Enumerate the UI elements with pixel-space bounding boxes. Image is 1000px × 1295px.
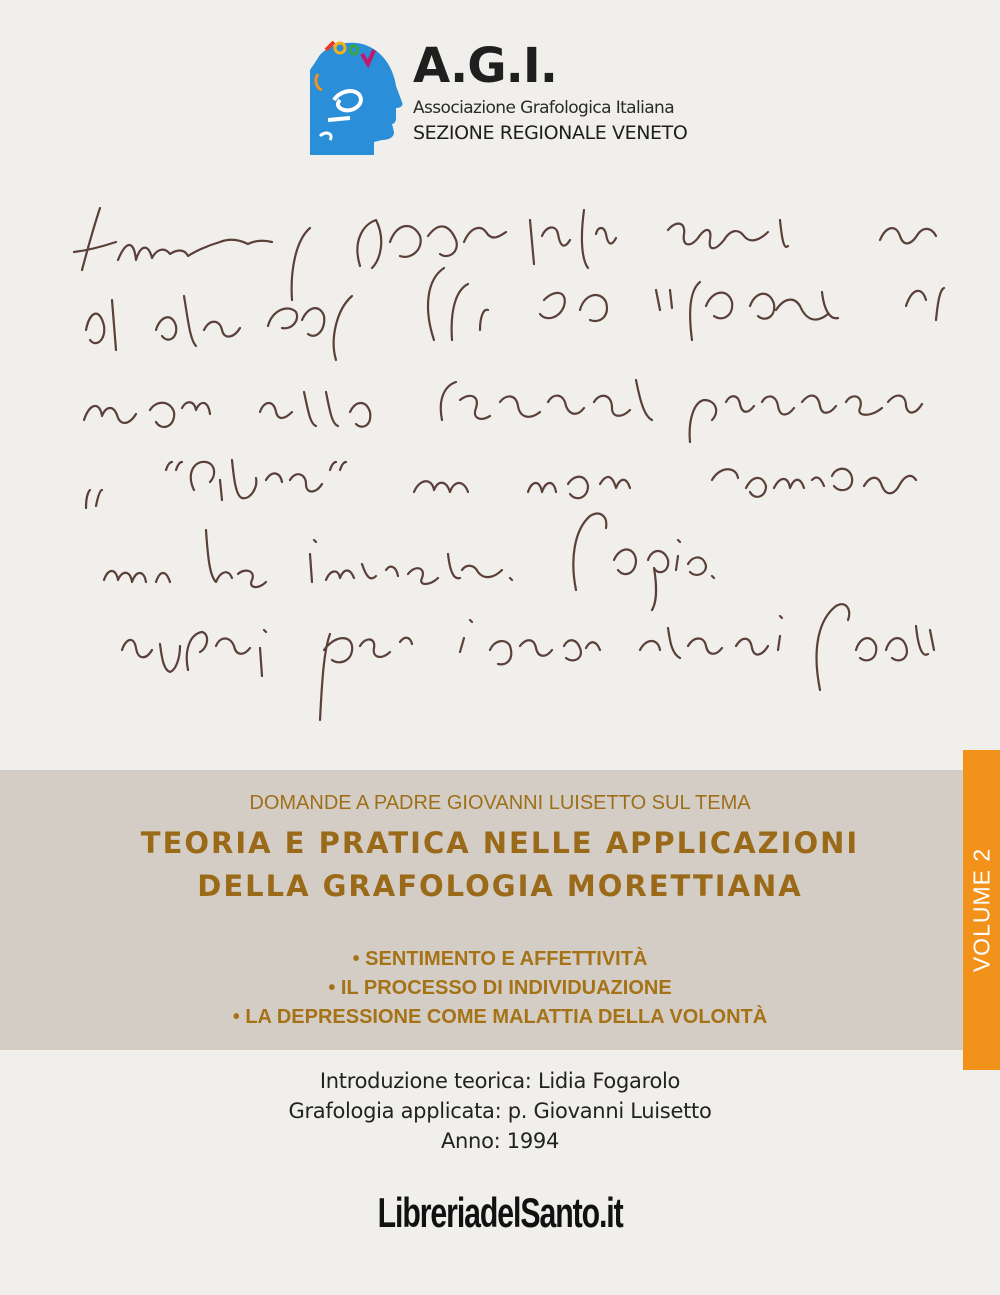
logo-name: A.G.I. [413, 38, 557, 94]
logo-subtitle: Associazione Grafologica Italiana [413, 98, 675, 118]
credit-introduction: Introduzione teorica: Lidia Fogarolo [319, 1069, 681, 1093]
volume-tab [963, 750, 1000, 1070]
region-label: SEZIONE REGIONALE VENETO [413, 122, 688, 144]
publisher-logo [0, 1189, 1000, 1236]
credit-applied-graphology: Grafologia applicata: p. Giovanni Luisetto [288, 1099, 712, 1123]
book-title-line-1: TEORIA E PRATICA NELLE APPLICAZIONI [140, 826, 860, 860]
topic-list [0, 945, 1000, 1032]
topic-item: • IL PROCESSO DI INDIVIDUAZIONE [0, 974, 1000, 1003]
book-title-line-2: DELLA GRAFOLOGIA MORETTIANA [197, 869, 803, 903]
topic-item: • LA DEPRESSIONE COME MALATTIA DELLA VOLONTÀ [0, 1003, 1000, 1032]
agi-logo [310, 40, 730, 155]
agi-head-logo-icon [310, 40, 405, 155]
credits [0, 1066, 1000, 1156]
publisher-name: LibreriadelSanto.it [377, 1189, 623, 1236]
handwriting-sample-icon [60, 180, 950, 740]
band-intro: DOMANDE A PADRE GIOVANNI LUISETTO SUL TEMA [249, 792, 751, 814]
volume-label: VOLUME 2 [968, 847, 994, 973]
credit-year: Anno: 1994 [440, 1129, 560, 1153]
topic-item: • SENTIMENTO E AFFETTIVITÀ [0, 945, 1000, 974]
